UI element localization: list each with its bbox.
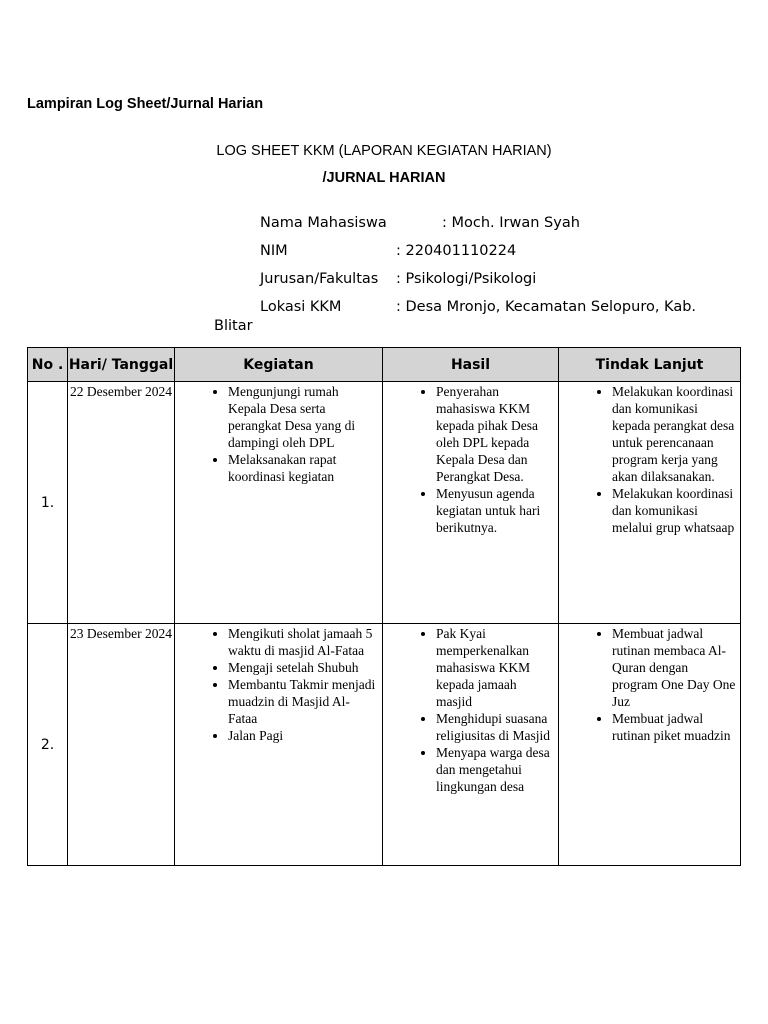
row-followups: [559, 382, 741, 624]
log-table: [27, 347, 741, 866]
location-value-continued: Blitar: [214, 318, 253, 334]
nim-value: : 220401110224: [396, 243, 517, 259]
list-item: • Membantu Takmir menjadi muadzin di Masjid Al-Fataa: [228, 676, 378, 727]
list-item: • Membuat jadwal rutinan piket muadzin: [612, 710, 736, 744]
row-date: 23 Desember 2024: [68, 624, 175, 866]
header-result: Hasil: [383, 348, 559, 382]
list-item: • Melakukan koordinasi dan komunikasi melalui grup whatsaap: [612, 485, 736, 536]
table-header-row: [28, 348, 741, 382]
list-item: • Mengikuti sholat jamaah 5 waktu di masjid Al-Fataa: [228, 625, 378, 659]
row-date: 22 Desember 2024: [68, 382, 175, 624]
document-subtitle: /JURNAL HARIAN: [322, 170, 446, 186]
list-item: • Penyerahan mahasiswa KKM kepada pihak Desa oleh DPL kepada Kepala Desa dan Perangkat Desa.: [436, 383, 554, 485]
list-item: • Menghidupi suasana religiusitas di Masjid: [436, 710, 554, 744]
row-number: 1.: [28, 382, 68, 624]
location-value: : Desa Mronjo, Kecamatan Selopuro, Kab.: [396, 299, 697, 315]
list-item: • Menyapa warga desa dan mengetahui lingkungan desa: [436, 744, 554, 795]
list-item: • Mengunjungi rumah Kepala Desa serta perangkat Desa yang di dampingi oleh DPL: [228, 383, 378, 451]
list-item: • Pak Kyai memperkenalkan mahasiswa KKM kepada jamaah masjid: [436, 625, 554, 710]
name-label: Nama Mahasiswa: [260, 215, 387, 231]
header-date: Hari/ Tanggal: [68, 348, 175, 382]
row-results: [383, 382, 559, 624]
table-row: [28, 382, 741, 624]
document-title: LOG SHEET KKM (LAPORAN KEGIATAN HARIAN): [216, 143, 552, 159]
name-value: : Moch. Irwan Syah: [442, 215, 580, 231]
major-label: Jurusan/Fakultas: [260, 271, 379, 287]
list-item: • Menyusun agenda kegiatan untuk hari berikutnya.: [436, 485, 554, 536]
row-activities: [175, 382, 383, 624]
list-item: • Jalan Pagi: [228, 727, 378, 744]
header-activity: Kegiatan: [175, 348, 383, 382]
list-item: • Mengaji setelah Shubuh: [228, 659, 378, 676]
list-item: • Melaksanakan rapat koordinasi kegiatan: [228, 451, 378, 485]
header-followup: Tindak Lanjut: [559, 348, 741, 382]
appendix-title: Lampiran Log Sheet/Jurnal Harian: [27, 96, 264, 112]
row-number: 2.: [28, 624, 68, 866]
row-activities: [175, 624, 383, 866]
major-value: : Psikologi/Psikologi: [396, 271, 537, 287]
row-results: [383, 624, 559, 866]
location-label: Lokasi KKM: [260, 299, 342, 315]
nim-label: NIM: [260, 243, 288, 259]
list-item: • Melakukan koordinasi dan komunikasi kepada perangkat desa untuk perencanaan program kerja yang akan dilaksanakan.: [612, 383, 736, 485]
row-followups: [559, 624, 741, 866]
table-row: [28, 624, 741, 866]
list-item: • Membuat jadwal rutinan membaca Al-Quran dengan program One Day One Juz: [612, 625, 736, 710]
header-no: No .: [28, 348, 68, 382]
